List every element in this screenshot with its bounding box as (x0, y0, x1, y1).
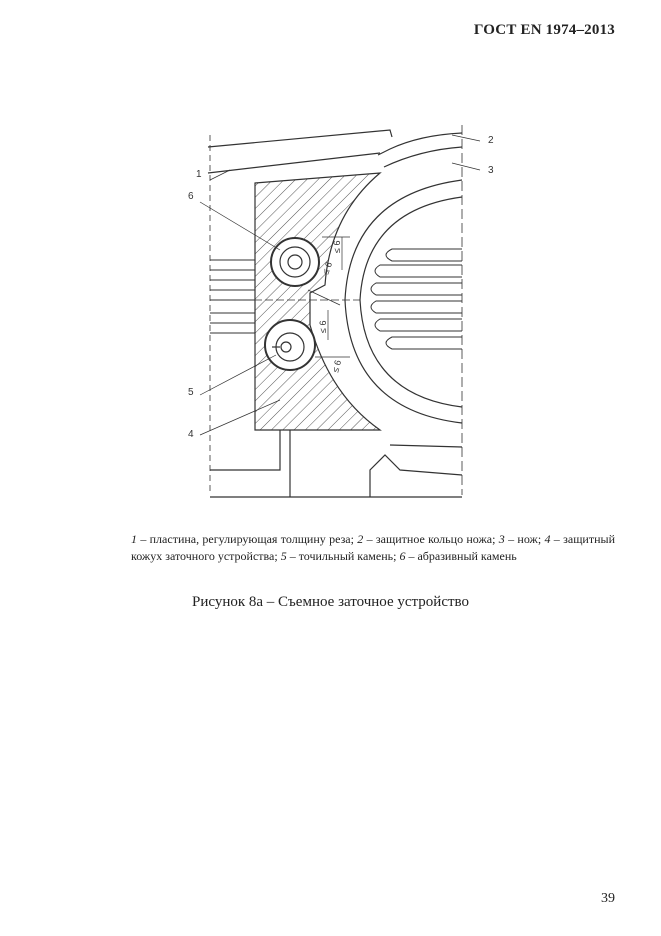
legend-text-4: – защитный кожух заточного устройства; (131, 532, 615, 563)
dimension-label: ≤ 6 (320, 260, 335, 276)
legend-text-3: – нож; (504, 532, 545, 546)
callout-5: 5 (188, 387, 194, 398)
callout-6: 6 (188, 191, 194, 202)
callout-3: 3 (488, 165, 494, 176)
dimension-label: ≤ 6 (330, 358, 344, 374)
legend-text-1: – пластина, регулирующая толщину реза; (137, 532, 358, 546)
legend-num-4: 4 (544, 532, 551, 546)
legend-text-6: – абразивный камень (405, 549, 517, 563)
technical-drawing (180, 125, 494, 505)
figure-title: Рисунок 8а – Съемное заточное устройство (191, 594, 470, 610)
legend-num-3: 3 (498, 532, 505, 546)
legend-text-2: – защитное кольцо ножа; (363, 532, 499, 546)
callout-2: 2 (488, 135, 494, 146)
document-header: ГОСТ EN 1974–2013 (473, 22, 615, 38)
legend-num-2: 2 (357, 532, 364, 546)
legend-text-5: – точильный камень; (286, 549, 400, 563)
dimension-label: ≤ 6 (332, 240, 342, 253)
legend-num-1: 1 (131, 532, 137, 546)
legend-num-5: 5 (280, 549, 287, 563)
legend-num-6: 6 (399, 549, 406, 563)
callout-1: 1 (196, 169, 202, 180)
callout-4: 4 (188, 429, 194, 440)
page-number: 39 (601, 891, 615, 906)
dimension-label: ≤ 6 (318, 320, 328, 333)
figure-legend (131, 531, 615, 565)
